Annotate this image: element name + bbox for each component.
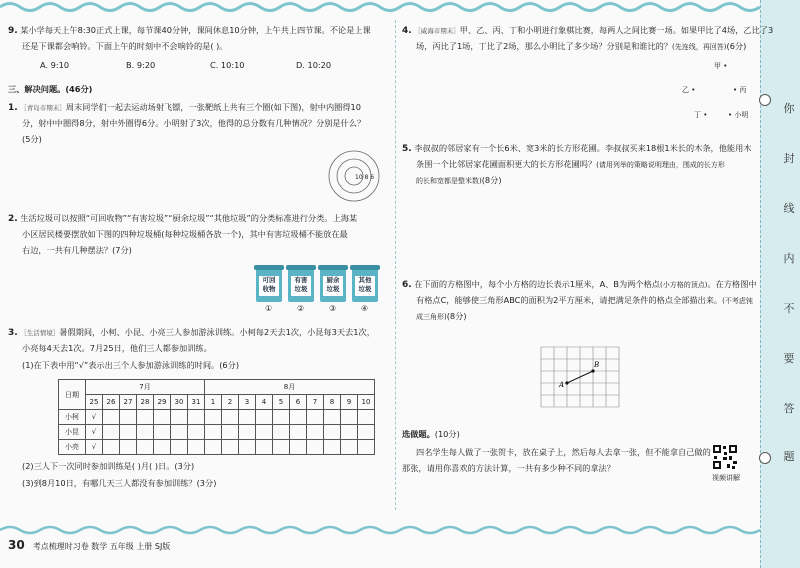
- q9-line2: 还是下课都会响铃。下面上午的时刻中不会响铃的是( )。: [22, 41, 228, 51]
- bin-number: ④: [361, 304, 369, 313]
- p4-line1: 4. ［威海市期末］甲、乙、丙、丁和小明进行象棋比赛，每两人之间比赛一场。如果甲比了4场，乙比了3: [402, 25, 774, 36]
- p1-line1: 1. ［青岛市期末］周末同学们一起去运动场射飞镖，一张靶纸上共有三个圈(如下图)，射中内圈得10: [8, 102, 361, 113]
- section-title: 三、解决问题。(46分): [8, 84, 93, 94]
- bin-number: ①: [265, 304, 273, 313]
- p5-line1: 5. 李叔叔的邻居家有一个长6米、宽3米的长方形花圃。李叔叔买来18根1米长的木条，他能用木: [402, 143, 752, 154]
- day-header: 25: [86, 395, 103, 410]
- player-bing: • 丙: [733, 86, 747, 94]
- p3-sub1: (1)在下表中用“√”表示出三个人参加游泳训练的时间。(6分): [22, 360, 240, 370]
- p3-line2: 小亮每4天去1次。7月25日，他们三人都参加训练。: [22, 343, 212, 353]
- q9-option-d[interactable]: D. 10:20: [296, 60, 332, 70]
- margin-char: 封: [783, 152, 795, 165]
- margin-char: 内: [783, 252, 795, 265]
- recyclable-bin-icon: 可回 收物: [256, 268, 282, 302]
- bin-number: ③: [329, 304, 337, 313]
- check-cell[interactable]: √: [86, 440, 103, 455]
- table-row: [59, 440, 375, 455]
- q9-option-c[interactable]: C. 10:10: [210, 60, 245, 70]
- table-corner: 日期: [59, 380, 86, 410]
- dartboard-labels: 10 8 6: [355, 174, 375, 181]
- p4-line2: 场，丙比了1场，丁比了2场，那么小明比了多少场？分别是和谁比的？(先连线，再回答)(6分): [416, 41, 747, 51]
- p6-line2: 有格点C，能够使三角形ABC的面积为2平方厘米，请把满足条件的格点全部描出来。(不考虑钝: [416, 295, 753, 305]
- check-cell[interactable]: √: [86, 425, 103, 440]
- column-divider: [395, 20, 396, 510]
- margin-char: 你: [783, 102, 795, 115]
- day-header: 1: [205, 395, 222, 410]
- day-header: 26: [103, 395, 120, 410]
- point-b-label: B: [594, 361, 600, 369]
- top-wave-border: [0, 0, 760, 14]
- binding-hole-mark: [759, 94, 771, 106]
- player-jia: 甲 •: [714, 62, 728, 70]
- table-row: [59, 410, 375, 425]
- binding-hole-mark: [759, 452, 771, 464]
- qr-caption: 视频讲解: [712, 474, 740, 482]
- point-a-label: A: [559, 381, 565, 389]
- day-header: 31: [188, 395, 205, 410]
- qr-code-icon[interactable]: [712, 444, 738, 470]
- day-header: 9: [341, 395, 358, 410]
- binding-margin: [760, 0, 800, 568]
- bin-number: ②: [297, 304, 305, 313]
- p5-line3: 的长和宽都是整米数)(8分): [416, 175, 502, 185]
- month-header: 7月: [86, 380, 205, 395]
- row-name: 小亮: [59, 440, 86, 455]
- page-footer: [8, 538, 170, 552]
- challenge-title: 选做题。(10分): [402, 429, 460, 439]
- challenge-line2: 那张，请用你喜欢的方法计算，一共有多少种不同的拿法？: [402, 463, 615, 473]
- day-header: 29: [154, 395, 171, 410]
- row-name: 小柯: [59, 410, 86, 425]
- p2-line2: 小区居民楼要摆放如下图的四种垃圾桶(每种垃圾桶各放一个)，其中有害垃圾桶不能放在最: [22, 229, 348, 239]
- day-header: 6: [290, 395, 307, 410]
- check-cell[interactable]: √: [86, 410, 103, 425]
- table-row: [59, 425, 375, 440]
- p3-line1: 3. ［生活情境］暑假期间，小柯、小昆、小亮三人参加游泳训练。小柯每2天去1次，小昆每3天去1次，: [8, 327, 375, 338]
- day-header: 28: [137, 395, 154, 410]
- day-header: 27: [120, 395, 137, 410]
- p1-line2: 分，射中中圈得8分，射中外圈得6分。小明射了3次，他得的总分数有几种情况？分别是什么？: [22, 118, 366, 128]
- p3-sub2: (2)三人下一次同时参加训练是( )月( )日。(3分): [22, 461, 195, 471]
- player-yi: 乙 •: [682, 86, 696, 94]
- square-grid-figure: [540, 346, 620, 408]
- player-xiaoming: • 小明: [728, 111, 749, 119]
- p6-line3: 成三角形)(8分): [416, 311, 467, 321]
- p2-line1: 2. 生活垃圾可以按照“可回收物”“有害垃圾”“厨余垃圾”“其他垃圾”的分类标准进行分类。上海某: [8, 213, 358, 224]
- p2-line3: 右边，一共有几种摆法？(7分): [22, 245, 132, 255]
- day-header: 4: [256, 395, 273, 410]
- row-name: 小昆: [59, 425, 86, 440]
- p1-score: (5分): [22, 134, 42, 144]
- day-header: 8: [324, 395, 341, 410]
- day-header: 30: [171, 395, 188, 410]
- q9-option-a[interactable]: A. 9:10: [40, 60, 70, 70]
- q9-line1: 9. 某小学每天上午8:30正式上课，每节课40分钟，课间休息10分钟，上午共上四节课。不论是上课: [8, 25, 371, 36]
- other-bin-icon: 其他 垃圾: [352, 268, 378, 302]
- day-header: 10: [358, 395, 375, 410]
- margin-char: 不: [783, 302, 795, 315]
- day-header: 7: [307, 395, 324, 410]
- challenge-line1: 四名学生每人做了一张贺卡，放在桌子上，然后每人去拿一张，但不能拿自己做的: [416, 447, 711, 457]
- footer-text: 考点梳理时习卷 数学 五年级 上册 SJ版: [32, 542, 171, 551]
- margin-char: 线: [783, 202, 795, 215]
- bottom-wave-border: [0, 524, 760, 536]
- dartboard-figure: [328, 150, 380, 202]
- p3-sub3: (3)到8月10日，有哪几天三人都没有参加训练？(3分): [22, 478, 217, 488]
- day-header: 2: [222, 395, 239, 410]
- month-header: 8月: [205, 380, 375, 395]
- q9-option-b[interactable]: B. 9:20: [126, 60, 156, 70]
- day-header: 5: [273, 395, 290, 410]
- training-calendar-table: [58, 379, 375, 455]
- kitchen-bin-icon: 厨余 垃圾: [320, 268, 346, 302]
- day-header: 3: [239, 395, 256, 410]
- hazardous-bin-icon: 有害 垃圾: [288, 268, 314, 302]
- margin-char: 要: [783, 352, 795, 365]
- margin-char: 答: [783, 402, 795, 415]
- margin-char: 题: [783, 450, 795, 463]
- p5-line2: 条围一个比邻居家花圃面积更大的长方形花圃吗？(请用列举的策略说明理由，围成的长方形: [416, 159, 725, 169]
- player-ding: 丁 •: [694, 111, 708, 119]
- p6-line1: 6. 在下面的方格图中，每个小方格的边长表示1厘米，A、B为两个格点(小方格的顶点)。在方格图中: [402, 279, 757, 290]
- page-number: 30: [8, 538, 25, 552]
